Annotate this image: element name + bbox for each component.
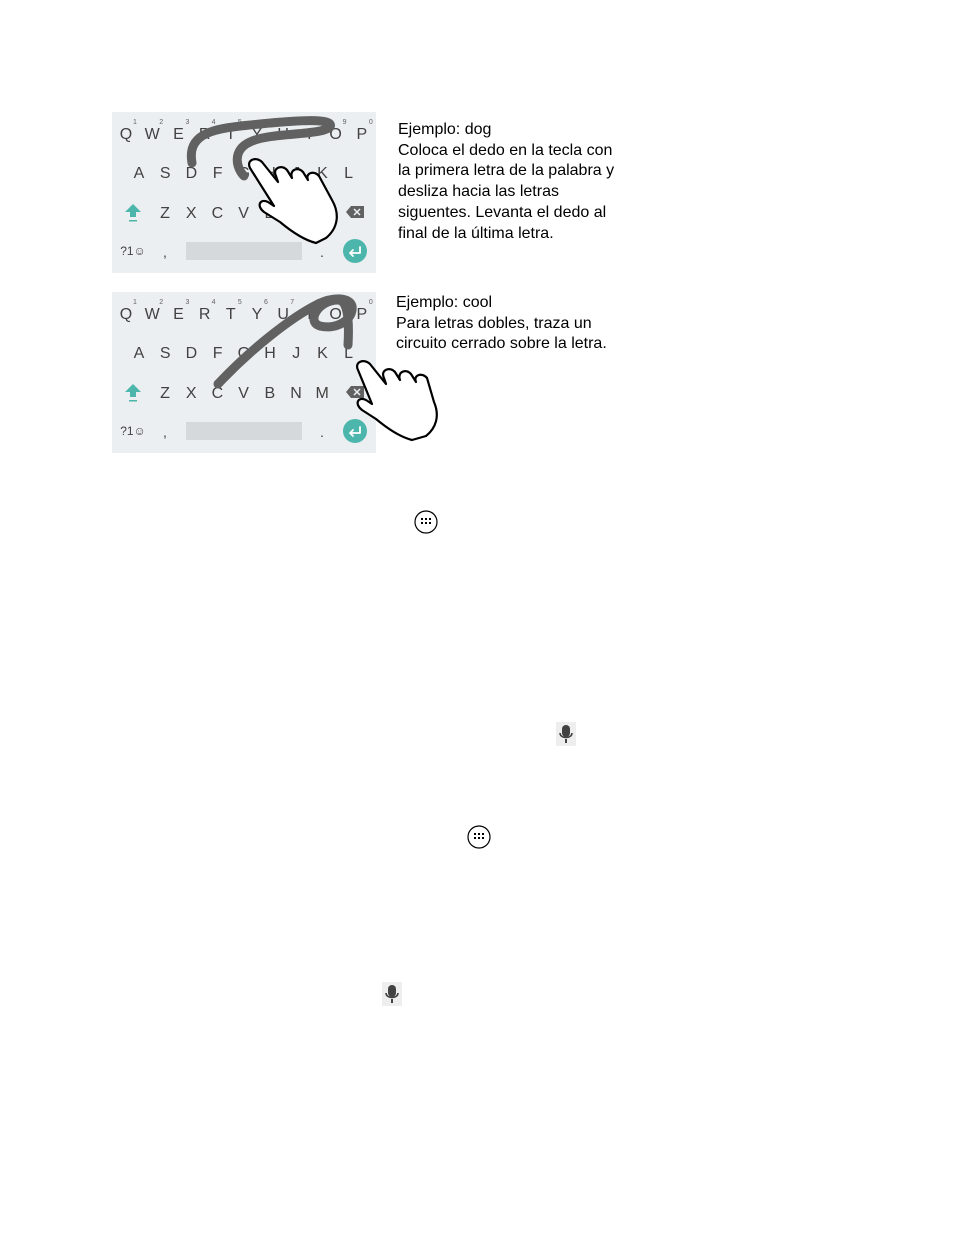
key-hint: 9	[342, 299, 347, 306]
key: W	[144, 126, 160, 143]
key-hint: 7	[290, 119, 295, 126]
key: T	[225, 126, 236, 143]
caption-line: circuito cerrado sobre la letra.	[396, 335, 607, 353]
key-hint: 7	[290, 299, 295, 306]
mic-icon	[382, 982, 402, 1006]
key: Q	[119, 306, 133, 323]
key: D	[185, 165, 198, 182]
key: J	[292, 345, 301, 362]
key: Z	[160, 205, 170, 222]
key-hint: 0	[368, 119, 373, 126]
apps-icon	[468, 826, 490, 848]
key: Q	[119, 126, 133, 143]
period-key: .	[320, 244, 324, 260]
key: F	[212, 345, 223, 362]
hand-pointer-icon	[249, 159, 337, 243]
key-hint: 6	[264, 119, 268, 126]
key-hint: 2	[159, 299, 164, 306]
comma-key: ,	[163, 244, 167, 260]
key: K	[317, 165, 328, 182]
key: Y	[251, 306, 263, 323]
caption-line: desliza hacia las letras	[398, 183, 559, 201]
key: O	[329, 306, 342, 323]
key: Y	[251, 126, 263, 143]
key-hint: 8	[316, 119, 321, 126]
key-hint: 1	[133, 299, 137, 306]
key: A	[133, 345, 145, 362]
key: N	[290, 385, 302, 402]
key-hint: 3	[185, 119, 190, 126]
key-hint: 5	[237, 299, 242, 306]
key: E	[173, 306, 184, 323]
caption-title: Ejemplo: cool	[396, 294, 493, 311]
key: L	[344, 345, 354, 362]
caption-line: la primera letra de la palabra y	[398, 162, 615, 180]
swipe-trace-cool	[218, 299, 352, 384]
key-hint: 8	[316, 299, 321, 306]
hand-pointer-icon	[357, 361, 437, 440]
key: P	[356, 126, 368, 143]
caption-line: Coloca el dedo en la tecla con	[398, 141, 613, 159]
key: V	[238, 205, 249, 222]
key: O	[329, 126, 342, 143]
key-hint: 0	[368, 299, 373, 306]
key: H	[264, 345, 276, 362]
key: T	[225, 306, 236, 323]
comma-key: ,	[163, 424, 167, 440]
key: C	[211, 385, 224, 402]
key: S	[159, 165, 171, 182]
key: R	[198, 126, 211, 143]
key-hint: 4	[211, 119, 216, 126]
key-hint: 9	[342, 119, 347, 126]
caption-title: Ejemplo: dog	[398, 121, 492, 138]
period-key: .	[320, 424, 324, 440]
mic-icon	[556, 722, 576, 746]
key: W	[144, 306, 160, 323]
key-hint: 2	[159, 119, 164, 126]
caption-line: siguentes. Levanta el dedo al	[398, 203, 607, 221]
key: E	[173, 126, 184, 143]
key-hint: 5	[237, 119, 242, 126]
key: A	[133, 165, 145, 182]
key: R	[198, 306, 211, 323]
key: I	[307, 306, 312, 323]
key: V	[238, 385, 249, 402]
key: C	[211, 205, 224, 222]
key: P	[356, 306, 368, 323]
key: F	[212, 165, 223, 182]
key: K	[317, 345, 328, 362]
caption-line: Para letras dobles, traza un	[396, 314, 592, 332]
caption-line: final de la última letra.	[398, 224, 554, 242]
key: X	[185, 385, 197, 402]
key-hint: 1	[133, 119, 137, 126]
key-hint: 3	[185, 299, 190, 306]
apps-icon	[415, 511, 437, 533]
symbols-key: ?1☺	[120, 244, 146, 258]
key: G	[237, 345, 251, 362]
key: U	[277, 126, 289, 143]
key: D	[185, 345, 198, 362]
key-hint: 4	[211, 299, 216, 306]
key: Z	[160, 385, 170, 402]
symbols-key: ?1☺	[120, 424, 146, 438]
key: I	[307, 126, 312, 143]
key: B	[264, 385, 276, 402]
key: U	[277, 306, 289, 323]
key-hint: 6	[264, 299, 268, 306]
key: G	[237, 165, 251, 182]
key: M	[315, 385, 329, 402]
key: S	[159, 345, 171, 362]
key: L	[344, 165, 354, 182]
key: X	[185, 205, 197, 222]
